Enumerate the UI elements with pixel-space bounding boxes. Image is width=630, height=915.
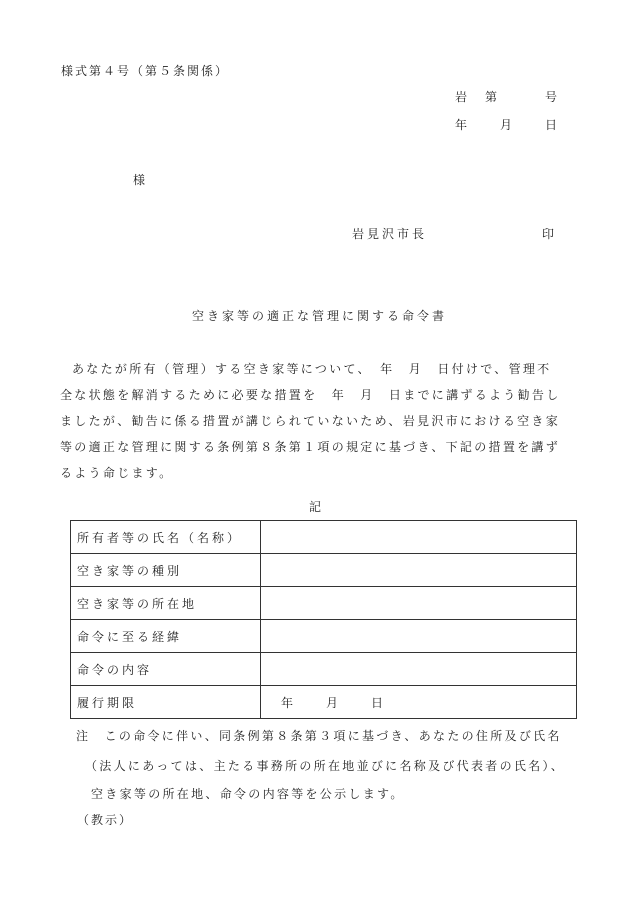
teaching-heading: （教示） — [77, 813, 134, 827]
row-value — [261, 587, 577, 620]
row-value — [261, 554, 577, 587]
form-number: 様式第４号（第５条関係） — [61, 64, 230, 78]
note-line-3: 空き家等の所在地、命令の内容等を公示します。 — [91, 787, 405, 801]
order-details-table — [70, 520, 577, 719]
row-label: 空き家等の所在地 — [71, 587, 261, 620]
document-number: 岩 第 号 — [455, 90, 561, 104]
recipient-honorific: 様 — [133, 173, 146, 187]
table-row — [71, 686, 577, 719]
table-row — [71, 653, 577, 686]
row-value — [261, 620, 577, 653]
row-label: 命令の内容 — [71, 653, 261, 686]
ki-heading: 記 — [309, 500, 322, 514]
row-value — [261, 653, 577, 686]
body-line: るよう命じます。 — [60, 466, 174, 480]
body-line: あなたが所有（管理）する空き家等について、 年 月 日付けで、管理不 — [72, 362, 552, 376]
seal-mark: 印 — [542, 227, 555, 241]
table-row — [71, 620, 577, 653]
row-label: 所有者等の氏名（名称） — [71, 521, 261, 554]
body-paragraph — [60, 356, 580, 486]
issue-date: 年 月 日 — [455, 118, 561, 132]
body-line: 等の適正な管理に関する条例第８条第１項の規定に基づき、下記の措置を講ず — [60, 440, 561, 454]
table-row — [71, 554, 577, 587]
body-line: 全な状態を解消するために必要な措置を 年 月 日までに講ずるよう勧告し — [60, 388, 561, 402]
row-label: 履行期限 — [71, 686, 261, 719]
body-line: ましたが、勧告に係る措置が講じられていないため、岩見沢市における空き家 — [60, 414, 561, 428]
sender-name: 岩見沢市長 — [352, 227, 428, 241]
row-label: 命令に至る経緯 — [71, 620, 261, 653]
note-line-1: 注 この命令に伴い、同条例第８条第３項に基づき、あなたの住所及び氏名 — [76, 729, 562, 743]
note-line-2: （法人にあっては、主たる事務所の所在地並びに名称及び代表者の氏名）、 — [85, 759, 566, 773]
table-row — [71, 587, 577, 620]
row-value: 年 月 日 — [261, 686, 577, 719]
row-value — [261, 521, 577, 554]
table-row — [71, 521, 577, 554]
document-title: 空き家等の適正な管理に関する命令書 — [192, 309, 448, 323]
row-label: 空き家等の種別 — [71, 554, 261, 587]
